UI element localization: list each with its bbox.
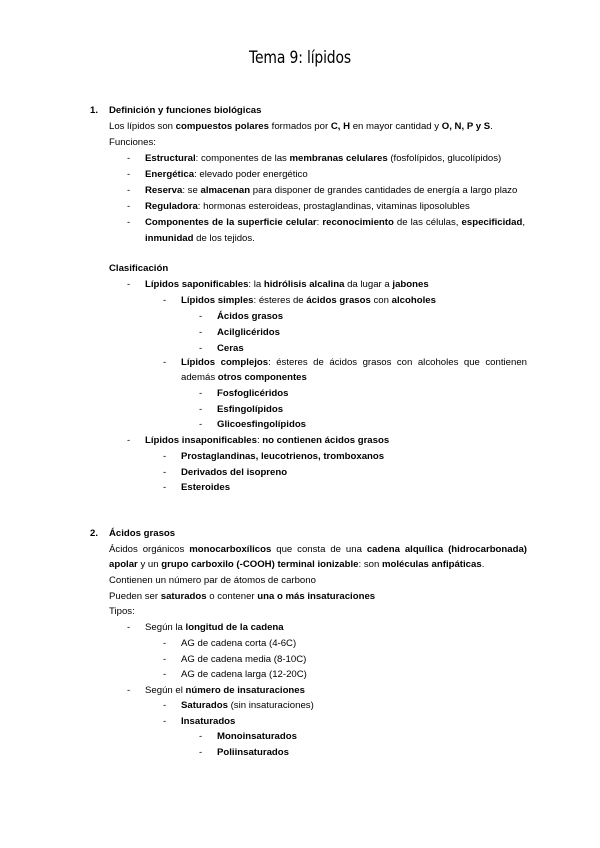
bold-text: alcoholes	[391, 295, 436, 306]
list-item: Glicoesfingolípidos	[217, 419, 307, 430]
bold-text: Estructural	[145, 153, 196, 164]
bullet-dash: -	[199, 311, 203, 322]
bullet-dash: -	[127, 153, 131, 164]
list-item	[145, 278, 429, 292]
text: .	[481, 559, 485, 570]
bullet-dash: -	[127, 685, 131, 696]
text: formados por	[268, 121, 331, 132]
bold-text: hidrólisis alcalina	[263, 279, 345, 290]
list-item	[145, 621, 284, 635]
text: : elevado poder energético	[194, 169, 308, 180]
text: además	[181, 372, 218, 383]
list-item	[145, 168, 308, 182]
bold-text: Saturados	[181, 700, 228, 711]
bold-text: grupo carboxilo (-COOH) terminal ionizable	[161, 559, 359, 570]
text: da lugar a	[344, 279, 393, 290]
bold-text: jabones	[392, 279, 429, 290]
bold-text: Reguladora	[145, 201, 198, 212]
list-item	[145, 434, 389, 448]
list-item: Ceras	[217, 343, 244, 354]
text: (sin insaturaciones)	[227, 700, 314, 711]
text-line	[109, 590, 375, 604]
bullet-dash: -	[163, 467, 167, 478]
bold-text: Reserva	[145, 185, 183, 196]
list-item: Derivados del isopreno	[181, 467, 288, 478]
bold-text: longitud de la cadena	[185, 622, 284, 633]
bold-text: inmunidad	[145, 233, 194, 244]
list-item-continuation	[145, 232, 255, 246]
bullet-dash: -	[163, 654, 167, 665]
bold-text: moléculas anfipáticas	[381, 559, 482, 570]
bullet-dash: -	[127, 169, 131, 180]
bold-text: ácidos grasos	[306, 295, 371, 306]
list-item: Esteroides	[181, 482, 231, 493]
bullet-dash: -	[163, 700, 167, 711]
text: de las células,	[393, 217, 462, 228]
bold-text: C, H	[330, 121, 351, 132]
bold-text: O, N, P y S	[441, 121, 491, 132]
list-item	[181, 356, 527, 370]
list-item: AG de cadena corta (4-6C)	[181, 638, 297, 649]
text: :	[316, 217, 323, 228]
list-item: AG de cadena larga (12-20C)	[181, 669, 307, 680]
bullet-dash: -	[199, 343, 203, 354]
bullet-dash: -	[127, 435, 131, 446]
bullet-dash: -	[163, 482, 167, 493]
bullet-dash: -	[199, 419, 203, 430]
list-item	[145, 216, 525, 230]
text: (fosfolípidos, glucolípidos)	[387, 153, 502, 164]
bold-text: monocarboxílicos	[189, 544, 272, 555]
text: : se	[182, 185, 201, 196]
bullet-dash: -	[199, 731, 203, 742]
definition-line	[109, 558, 484, 572]
bold-text: cadena alquílica (hidrocarbonada)	[366, 544, 528, 555]
clasificacion-label: Clasificación	[109, 263, 169, 274]
section-heading: Definición y funciones biológicas	[109, 105, 262, 116]
bold-text: no contienen ácidos grasos	[262, 435, 390, 446]
text: : la	[248, 279, 264, 290]
tipos-label: Tipos:	[109, 606, 135, 617]
intro-line	[109, 120, 493, 134]
section-number: 2.	[90, 528, 99, 539]
text: que consta de una	[271, 544, 367, 555]
bold-text: Lípidos insaponificables	[145, 435, 257, 446]
text: Los lípidos son	[109, 121, 176, 132]
bold-text: apolar	[109, 559, 138, 570]
bold-text: almacenan	[200, 185, 251, 196]
list-item	[181, 294, 436, 308]
list-item	[145, 152, 501, 166]
bullet-dash: -	[199, 327, 203, 338]
text: :	[256, 435, 263, 446]
bold-text: número de insaturaciones	[185, 685, 305, 696]
bold-text: Lípidos saponificables	[145, 279, 249, 290]
bullet-dash: -	[199, 747, 203, 758]
funciones-label: Funciones:	[109, 137, 156, 148]
bullet-dash: -	[199, 404, 203, 415]
bullet-dash: -	[163, 357, 167, 368]
list-item	[181, 699, 314, 713]
list-item	[145, 684, 305, 698]
bold-text: Energética	[145, 169, 195, 180]
bold-text: saturados	[160, 591, 207, 602]
bullet-dash: -	[127, 622, 131, 633]
bullet-dash: -	[163, 669, 167, 680]
definition-line	[109, 543, 527, 557]
text: para disponer de grandes cantidades de energía a largo plazo	[250, 185, 518, 196]
text: : hormonas esteroideas, prostaglandinas, vitaminas liposolubles	[197, 201, 470, 212]
list-item: Poliinsaturados	[217, 747, 289, 758]
list-item: Monoinsaturados	[217, 731, 297, 742]
bold-text: Componentes de la superficie celular	[145, 217, 317, 228]
bullet-dash: -	[163, 716, 167, 727]
text: Pueden ser	[109, 591, 161, 602]
bold-text: Lípidos complejos	[181, 357, 269, 368]
section-heading: Ácidos grasos	[109, 528, 176, 539]
text: en mayor cantidad y	[350, 121, 442, 132]
bullet-dash: -	[163, 451, 167, 462]
text: Ácidos orgánicos	[109, 544, 190, 555]
text: : son	[358, 559, 382, 570]
bullet-dash: -	[127, 279, 131, 290]
text: Según la	[145, 622, 186, 633]
list-item	[145, 200, 470, 214]
bold-text: una o más insaturaciones	[257, 591, 376, 602]
text: y un	[137, 559, 162, 570]
bold-text: reconocimiento	[322, 217, 394, 228]
list-item: Prostaglandinas, leucotrienos, tromboxanos	[181, 451, 385, 462]
list-item: Ácidos grasos	[217, 311, 284, 322]
text: ,	[522, 217, 525, 228]
bold-text: especificidad	[461, 217, 523, 228]
bullet-dash: -	[127, 201, 131, 212]
list-item: Insaturados	[181, 716, 236, 727]
list-item: AG de cadena media (8-10C)	[181, 654, 307, 665]
text: Según el	[145, 685, 186, 696]
list-item: Acilglicéridos	[217, 327, 280, 338]
bullet-dash: -	[199, 388, 203, 399]
bullet-dash: -	[163, 295, 167, 306]
bullet-dash: -	[127, 185, 131, 196]
bold-text: membranas celulares	[289, 153, 388, 164]
text: .	[490, 121, 493, 132]
text: : ésteres de ácidos grasos con alcoholes que contienen	[268, 357, 527, 368]
bold-text: otros componentes	[217, 372, 307, 383]
text: con	[370, 295, 392, 306]
text: de los tejidos.	[193, 233, 255, 244]
bold-text: compuestos polares	[175, 121, 269, 132]
page-title: Tema 9: lípidos	[249, 48, 351, 68]
text: : ésteres de	[253, 295, 307, 306]
list-item	[145, 184, 517, 198]
section-number: 1.	[90, 105, 99, 116]
text: : componentes de las	[195, 153, 290, 164]
list-item: Fosfoglicéridos	[217, 388, 289, 399]
list-item: Esfingolípidos	[217, 404, 284, 415]
bullet-dash: -	[127, 217, 131, 228]
bold-text: Lípidos simples	[181, 295, 254, 306]
bullet-dash: -	[163, 638, 167, 649]
text-line: Contienen un número par de átomos de carbono	[109, 575, 316, 586]
text: o contener	[206, 591, 258, 602]
list-item-continuation	[181, 371, 307, 385]
